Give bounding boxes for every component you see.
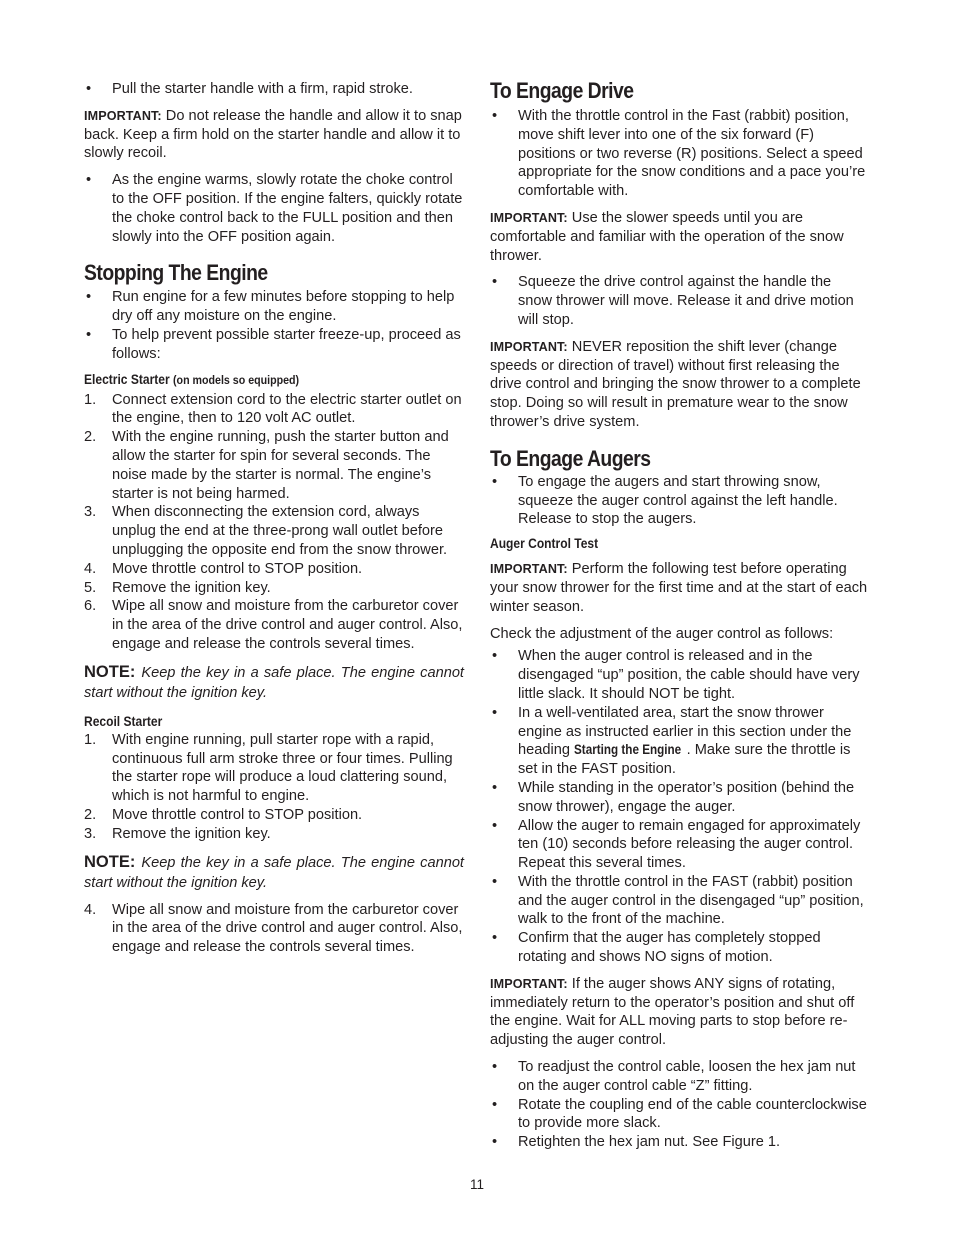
subsection-heading: Auger Control Test	[490, 535, 599, 552]
important-text: NEVER reposition the shift lever (change speeds or direction of travel) without first releasing the drive control and bringing the snow thrower to a complete stop. Doing so will result in premature wear to the snow thrower’s drive system.	[490, 338, 861, 430]
list-number: 4.	[84, 560, 97, 577]
note-text: Keep the key in a safe place. The engine cannot start without the ignition key.	[84, 664, 464, 701]
bullet-icon: •	[492, 648, 498, 665]
list-item	[490, 1096, 868, 1134]
list-item	[490, 1133, 868, 1152]
list-item-text: Allow the auger to remain engaged for approximately ten (10) seconds before releasing the auger control. Repeat this several times.	[518, 817, 861, 872]
important-label: IMPORTANT:	[490, 562, 568, 577]
list-item	[84, 428, 464, 503]
bullet-icon: •	[492, 1096, 498, 1113]
page-number: 11	[469, 1177, 484, 1192]
bullet-icon: •	[492, 274, 498, 291]
numbered-list	[84, 731, 464, 844]
list-item-text: With engine running, pull starter rope with a rapid, continuous full arm stroke three or four times. Pulling the starter rope will produce a loud clattering sound, which is not harmful to engine.	[112, 731, 453, 805]
important-label: IMPORTANT:	[490, 976, 568, 991]
list-item-text: To readjust the control cable, loosen the hex jam nut on the auger control cable “Z” fitting.	[518, 1059, 856, 1094]
list-item	[84, 503, 464, 559]
list-item-text: Move throttle control to STOP position.	[112, 806, 363, 823]
list-item-text: Pull the starter handle with a firm, rapid stroke.	[112, 81, 413, 97]
list-item	[84, 731, 464, 806]
important-paragraph	[490, 560, 868, 616]
list-item	[490, 1058, 868, 1096]
subsection-heading	[84, 370, 411, 389]
list-item	[84, 597, 464, 653]
right-column	[490, 78, 868, 1152]
left-column	[84, 78, 464, 957]
important-text: Do not release the handle and allow it to snap back. Keep a firm hold on the starter handle and allow it to slowly recoil.	[84, 107, 462, 162]
section-heading: To Engage Drive	[490, 78, 634, 103]
list-item-text: Remove the ignition key.	[112, 579, 271, 596]
list-item	[84, 391, 464, 429]
list-number: 3.	[84, 825, 97, 842]
subsection-heading-text: Electric Starter	[84, 370, 170, 387]
bulleted-list	[490, 1058, 868, 1152]
bullet-icon: •	[86, 289, 92, 306]
note-label: NOTE:	[84, 852, 136, 871]
list-item	[490, 107, 868, 201]
list-item	[84, 825, 464, 844]
important-text: If the auger shows ANY signs of rotating, immediately return to the operator’s position and shut off the engine. Wait for ALL moving parts to stop before re-adjusting the auger control.	[490, 975, 855, 1049]
list-item	[84, 171, 464, 246]
list-item-text: In a well-ventilated area, start the snow thrower engine as instructed earlier in this section under the heading	[518, 704, 852, 759]
list-item-text: Wipe all snow and moisture from the carburetor cover in the area of the drive control and auger control. Also, engage and release the controls several times.	[112, 901, 463, 956]
list-item	[84, 326, 464, 364]
list-item-text: Wipe all snow and moisture from the carburetor cover in the area of the drive control and auger control. Also, engage and release the controls several times.	[112, 598, 463, 652]
list-item	[490, 647, 868, 703]
list-number: 3.	[84, 504, 97, 521]
list-item	[84, 579, 464, 598]
list-item-text: To help prevent possible starter freeze-up, proceed as follows:	[112, 326, 461, 362]
list-item-text: To engage the augers and start throwing snow, squeeze the auger control against the left handle. Release to stop the augers.	[518, 473, 838, 528]
list-item	[84, 80, 464, 99]
list-item-text: Run engine for a few minutes before stopping to help dry off any moisture on the engine.	[112, 289, 455, 325]
list-item	[84, 288, 464, 326]
important-label: IMPORTANT:	[84, 108, 162, 123]
list-item	[84, 560, 464, 579]
bullet-icon: •	[492, 704, 498, 721]
important-paragraph	[490, 338, 868, 432]
bullet-icon: •	[492, 1059, 498, 1076]
list-item	[490, 873, 868, 929]
list-item-text: Rotate the coupling end of the cable counterclockwise to provide more slack.	[518, 1096, 867, 1132]
bullet-icon: •	[86, 172, 92, 189]
list-item-text: With the throttle control in the Fast (rabbit) position, move shift lever into one of the six forward (F) positions or two reverse (R) positions. Select a speed appropriate for the snow conditions and a pace you’re comfortable with.	[518, 108, 866, 200]
list-item	[490, 929, 868, 967]
list-number: 6.	[84, 598, 97, 615]
list-item	[84, 901, 464, 957]
list-number: 4.	[84, 901, 97, 918]
list-item	[490, 473, 868, 529]
list-number: 2.	[84, 806, 97, 823]
bullet-icon: •	[492, 108, 498, 124]
bullet-icon: •	[492, 779, 498, 796]
important-text: Perform the following test before operating your snow thrower for the first time and at the start of each winter season.	[490, 561, 868, 615]
list-item-text: Retighten the hex jam nut. See Figure 1.	[518, 1134, 781, 1151]
list-item	[490, 704, 868, 779]
important-label: IMPORTANT:	[490, 339, 568, 354]
important-paragraph	[490, 975, 868, 1050]
list-item-text: Move throttle control to STOP position.	[112, 560, 363, 577]
bullet-icon: •	[492, 873, 498, 890]
list-item-text: Confirm that the auger has completely stopped rotating and shows NO signs of motion.	[518, 930, 821, 966]
list-item-text: With the engine running, push the starter button and allow the starter for spin for several seconds. The noise made by the starter is normal. The engine’s starter is not being harmed.	[112, 429, 449, 502]
important-label: IMPORTANT:	[490, 210, 568, 225]
list-number: 2.	[84, 429, 97, 446]
list-item-text: While standing in the operator’s position (behind the snow thrower), engage the auger.	[518, 779, 855, 815]
important-paragraph	[490, 209, 868, 265]
note-label: NOTE:	[84, 662, 136, 681]
bullet-icon: •	[492, 1134, 498, 1151]
bullet-icon: •	[492, 930, 498, 947]
section-heading: To Engage Augers	[490, 445, 651, 471]
numbered-list	[84, 391, 464, 654]
important-text: Use the slower speeds until you are comfortable and familiar with the operation of the snow thrower.	[490, 209, 844, 264]
list-item	[490, 779, 868, 817]
list-number: 5.	[84, 579, 97, 596]
list-number: 1.	[84, 731, 97, 748]
bullet-icon: •	[86, 81, 92, 97]
list-item-text: When disconnecting the extension cord, always unplug the end at the three-prong wall outlet before unplugging the opposite end from the snow thrower.	[112, 504, 448, 558]
inline-heading-reference: Starting the Engine	[574, 742, 682, 758]
list-item-text: Squeeze the drive control against the handle the snow thrower will move. Release it and drive motion will stop.	[518, 274, 854, 328]
list-item-text: As the engine warms, slowly rotate the choke control to the OFF position. If the engine falters, quickly rotate the choke control back to the FULL position and then slowly into the OFF position again.	[112, 172, 463, 245]
note-text: Keep the key in a safe place. The engine cannot start without the ignition key.	[84, 854, 464, 891]
subsection-qualifier: (on models so equipped)	[173, 372, 300, 387]
list-item-text: . Make sure the throttle is set in the FAST position.	[518, 742, 851, 778]
subsection-heading: Recoil Starter	[84, 712, 163, 729]
note-paragraph	[84, 662, 464, 703]
bulleted-list	[490, 647, 868, 967]
bullet-icon: •	[86, 326, 92, 343]
list-item	[490, 273, 868, 329]
list-item	[490, 817, 868, 873]
section-heading: Stopping The Engine	[84, 260, 268, 286]
list-number: 1.	[84, 391, 97, 408]
bullet-icon: •	[492, 817, 498, 834]
list-item-text: With the throttle control in the FAST (rabbit) position and the auger control in the disengaged “up” position, walk to the front of the machine.	[518, 873, 864, 928]
note-paragraph	[84, 852, 464, 893]
list-item-text: Remove the ignition key.	[112, 825, 271, 842]
list-item	[84, 806, 464, 825]
bullet-icon: •	[492, 473, 498, 490]
list-item-text: Connect extension cord to the electric starter outlet on the engine, then to 120 volt AC outlet.	[112, 391, 462, 427]
check-paragraph: Check the adjustment of the auger control as follows:	[490, 625, 834, 642]
list-item-text: When the auger control is released and in the disengaged “up” position, the cable should have very little slack. It should NOT be tight.	[518, 648, 860, 702]
important-paragraph	[84, 107, 464, 163]
